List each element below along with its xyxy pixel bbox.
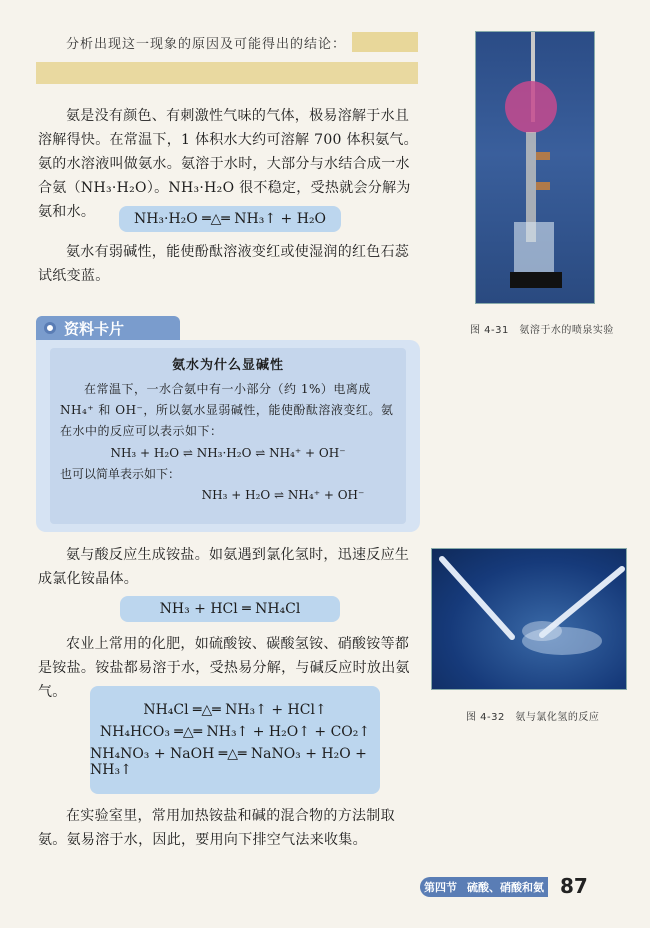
fountain-experiment-photo xyxy=(475,31,595,304)
info-card-equation-2: NH₃ + H₂O ⇌ NH₄⁺ + OH⁻ xyxy=(201,488,365,502)
paragraph-ammonia-water-basic: 氨水有弱碱性，能使酚酞溶液变红或使湿润的红色石蕊试纸变蓝。 xyxy=(38,244,410,284)
figure-caption-2: 图 4-32 氨与氯化氢的反应 xyxy=(466,712,600,723)
info-card-tab xyxy=(36,316,180,340)
footer-section: 第四节 xyxy=(424,881,457,894)
equation-ammonium-chloride xyxy=(120,596,340,622)
paragraph-lab-preparation: 在实验室里，常用加热铵盐和碱的混合物的方法制取氨。氨易溶于水，因此，要用向下排空气法来收集。 xyxy=(38,808,395,848)
info-card-tab-label: 资料卡片 xyxy=(64,319,125,338)
equation-text: NH₃·H₂O ═△═ NH₃↑ + H₂O xyxy=(133,211,327,227)
chapter-footer xyxy=(420,877,548,897)
glass-rods-illustration xyxy=(432,549,628,691)
figure-caption-1: 图 4-31 氨溶于水的喷泉实验 xyxy=(470,325,614,336)
answer-blank[interactable] xyxy=(352,32,418,52)
equation-text: NH₃ + HCl ═ NH₄Cl xyxy=(159,601,301,617)
info-card-text: 在常温下，一水合氨中有一小部分（约 1%）电离成 NH₄⁺ 和 OH⁻，所以氨水显弱碱性，能使酚酞溶液变红。氨在水中的反应可以表示如下： xyxy=(60,382,394,438)
paragraph-ammonia-properties: 氨是没有颜色、有刺激性气味的气体，极易溶解于水且溶解得快。在常温下，1 体积水大约可溶解 700 体积氨气。氨的水溶液叫做氨水。氨溶于水时，大部分与水结合成一水合氨（NH₃·H₂O）。NH₃·H₂O 很不稳定，受热就会分解为氨和水。 xyxy=(38,108,418,220)
info-card-note: 也可以简单表示如下： xyxy=(60,467,181,481)
paragraph-ammonium-salts: 农业上常用的化肥，如硫酸铵、碳酸氢铵、硝酸铵等都是铵盐。铵盐都易溶于水，受热易分解，与碱反应时放出氨气。 xyxy=(38,636,410,700)
page-number: 87 xyxy=(560,874,588,898)
equation-group-ammonium-decomposition xyxy=(90,686,380,794)
info-card-body xyxy=(50,348,406,524)
paragraph-ammonia-acid: 氨与酸反应生成铵盐。如氨遇到氯化氢时，迅速反应生成氯化铵晶体。 xyxy=(38,547,410,587)
equation-ammonia-decomposition xyxy=(119,206,341,232)
bullet-icon xyxy=(44,322,56,334)
ammonia-hcl-photo xyxy=(431,548,627,690)
answer-line[interactable] xyxy=(36,62,418,84)
fountain-apparatus-illustration xyxy=(476,32,596,305)
equation-line: NH₄Cl ═△═ NH₃↑ + HCl↑ xyxy=(143,702,327,718)
equation-line: NH₄HCO₃ ═△═ NH₃↑ + H₂O↑ + CO₂↑ xyxy=(99,724,371,740)
info-card-equation-1: NH₃ + H₂O ⇌ NH₃·H₂O ⇌ NH₄⁺ + OH⁻ xyxy=(110,446,346,460)
info-card-title: 氨水为什么显碱性 xyxy=(171,358,284,373)
question-prompt: 分析出现这一现象的原因及可能得出的结论： xyxy=(66,37,347,52)
equation-line: NH₄NO₃ + NaOH ═△═ NaNO₃ + H₂O + NH₃↑ xyxy=(90,746,367,778)
info-card xyxy=(36,340,420,532)
footer-chapter: 硫酸、硝酸和氨 xyxy=(467,881,544,894)
